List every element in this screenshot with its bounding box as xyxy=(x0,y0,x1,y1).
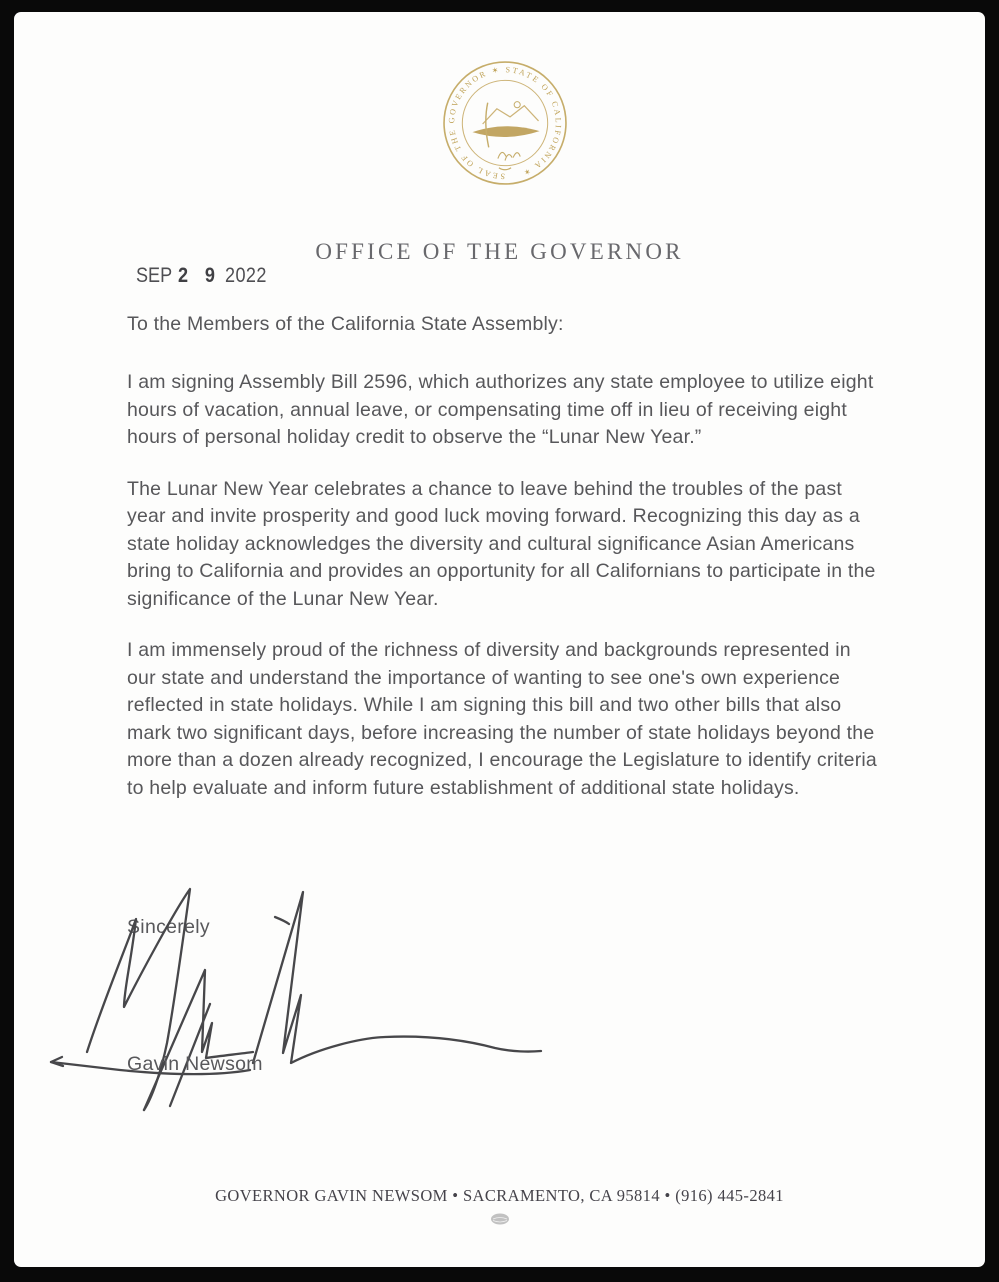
date-received-stamp xyxy=(136,263,267,288)
seal-band-shape xyxy=(472,126,539,137)
paragraph-1: I am signing Assembly Bill 2596, which authorizes any state employee to utilize eight hours of vacation, annual leave, or compensating time off in lieu of receiving eight hours of personal holiday credit to observe the “Lunar New Year.” xyxy=(127,371,874,448)
governor-california-seal-icon xyxy=(442,60,568,186)
signature-stroke xyxy=(144,970,253,1110)
stamp-day: 2 9 xyxy=(178,263,221,287)
signature-stroke xyxy=(87,889,190,1110)
signature-arrowhead xyxy=(51,1057,63,1066)
signer-name: Gavin Newsom xyxy=(127,1053,263,1075)
seal-grass-shape xyxy=(498,152,520,160)
signature-stroke xyxy=(253,892,541,1063)
seal-inner-ring xyxy=(462,80,547,165)
signature-stroke xyxy=(275,917,289,924)
union-bug-icon xyxy=(487,1211,513,1227)
seal-figure-shape xyxy=(486,103,489,148)
letterhead-title: OFFICE OF THE GOVERNOR xyxy=(315,239,684,264)
closing-sincerely: Sincerely xyxy=(127,916,210,938)
stamp-year: 2022 xyxy=(224,263,267,287)
salutation: To the Members of the California State Assembly: xyxy=(127,313,564,335)
seal-sun-shape xyxy=(514,102,520,108)
footer-address: GOVERNOR GAVIN NEWSOM • SACRAMENTO, CA 95814 • (916) 445-2841 xyxy=(215,1186,784,1205)
paragraph-3: I am immensely proud of the richness of diversity and backgrounds represented in our state and understand the importance of wanting to see one's own experience reflected in state holidays. While I am signing this bill and two other bills that also mark two significant days, before increasing the number of state holidays beyond the more than a dozen already recognized, I encourage the Legislature to identify criteria to help evaluate and inform future establishment of additional state holidays. xyxy=(127,639,877,799)
signature-gavin-newsom xyxy=(40,880,600,1130)
seal-laurel-shape xyxy=(499,168,511,170)
letter-body xyxy=(127,369,879,826)
stamp-month: SEP xyxy=(136,263,173,287)
union-bug-mark xyxy=(14,1211,985,1232)
paragraph-2: The Lunar New Year celebrates a chance to leave behind the troubles of the past year and invite prosperity and good luck moving forward. Recognizing this day as a state holiday acknowledges the diversity and cultural significance Asian Americans bring to California and provides an opportunity for all Californians to participate in the significance of the Lunar New Year. xyxy=(127,477,876,610)
seal-ring-text: SEAL OF THE GOVERNOR ✶ STATE OF CALIFORNIA ✶ xyxy=(447,65,563,181)
letter-page xyxy=(14,12,985,1267)
seal-mountains-shape xyxy=(483,106,539,124)
